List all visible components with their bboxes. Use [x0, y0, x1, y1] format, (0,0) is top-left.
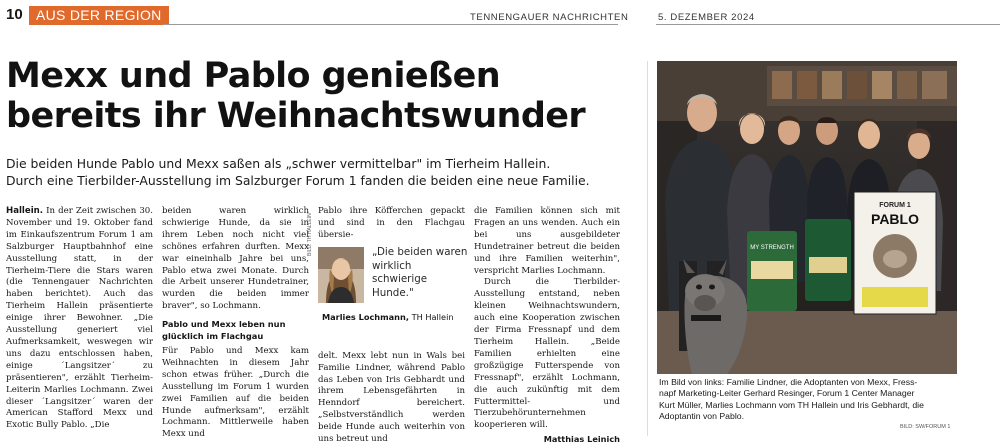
poster-name: PABLO: [871, 211, 919, 227]
quote-attribution: [322, 312, 454, 322]
body-text: Durch die Tierbilder-Ausstellung entstand, neben kleinen Weihnachtswundern, auch eine Kooperation zwischen der Firma Fressnapf und dem Tierheim Hallein. „Beide Familien erhielten eine großzügige Futterspende von Fressnapf", erzählt Lochmann, die auch zukünftig mit dem Futtermittel- und Tierzubehörunternehmen kooperieren will.: [474, 277, 620, 431]
publication-date: 5. DEZEMBER 2024: [658, 12, 755, 23]
caption-line: Im Bild von links: Familie Lindner, die Adoptanten von Mexx, Fress-: [659, 377, 918, 387]
headline: [6, 56, 626, 136]
article-column-2: [162, 206, 309, 441]
pull-quote: „Die beiden waren wirklich schwierige Hunde.": [372, 246, 468, 299]
quote-role: TH Hallein: [411, 312, 454, 322]
lead-line: Die beiden Hunde Pablo und Mexx saßen als „schwer vermittelbar" im Tierheim Hallein.: [6, 156, 551, 171]
headline-line: bereits ihr Weihnachtswunder: [6, 96, 586, 136]
headline-line: Mexx und Pablo genießen: [6, 56, 501, 96]
dateline: Hallein.: [6, 206, 44, 216]
body-text: Pablo ihre Köfferchen gepackt und sind in den Flachgau übersie-: [318, 206, 465, 240]
quote-name: Marlies Lochmann,: [322, 312, 409, 322]
portrait-credit: BILD: TH HALLEIN: [307, 213, 313, 256]
header-rule: [163, 24, 618, 25]
article-column-3: [318, 206, 465, 446]
body-text: delt. Mexx lebt nun in Wals bei Familie Lindner, während Pablo das Leben von Iris Gebhardt und ihrem Lebensgefährten in Henndorf bereichert. „Selbstverständlich werden beide Hunde auch weiterhin von uns betreut und: [318, 350, 465, 445]
photo-credit: BILD: SW/FORUM 1: [900, 424, 951, 430]
caption-line: Adoptantin von Pablo.: [659, 411, 745, 422]
page-number: 10: [6, 6, 23, 23]
quote-portrait: [318, 247, 364, 303]
body-text: die Familien können sich mit Fragen an uns wenden. Auch ein bei uns ausgebildeter Hundetrainer betreut die beiden und ihre Familien weiterhin", verspricht Marlies Lochmann.: [474, 206, 620, 276]
body-text: beiden waren wirklich schwierige Hunde, da sie in ihrem Leben noch nicht viel schönes erfahren durften. Mexx war eineinhalb Jahre bei uns, Pablo etwa zwei Monate. Durch die Arbeit unserer Hundetrainer, wurden die beiden immer braver", so Lochmann.: [162, 206, 309, 312]
body-text: In der Zeit zwischen 30. November und 19. Oktober fand im Einkaufszentrum Forum 1 am Salzburger Hauptbahnhof eine Ausstellung statt, in der Tierheim-Tiere die Stars waren (die Tennengauer Nachrichten haben berichtet). Auch das Tierheim Hallein präsentierte einige ihrer Bewohner. „Die Ausstellung generiert viel Aufmerksamkeit, weswegen wir uns dazu entschlossen haben, einige ´Langsitzer´ zu präsentieren", erzählt Tierheim-Leiterin Marlies Lochmann. Zwei dieser ´Langsitzer´ waren der American Stafford Mexx und Exotic Bully Pablo. „Die: [6, 206, 153, 431]
bag-label: MY STRENGTH: [750, 245, 794, 251]
caption-line: Kurt Müller, Marlies Lochmann vom TH Hallein und Iris Gebhardt, die: [659, 399, 924, 410]
section-tag: AUS DER REGION: [29, 6, 169, 25]
author: Matthias Leinich: [543, 434, 620, 445]
group-photo-image: [657, 61, 957, 374]
portrait-image: [318, 247, 364, 303]
article-photo: [657, 61, 957, 374]
subheading: Pablo und Mexx leben nun glücklich im Flachgau: [162, 319, 286, 342]
poster-brand: FORUM 1: [879, 202, 911, 209]
photo-caption: [659, 377, 959, 423]
lead-line: Durch eine Tierbilder-Ausstellung im Salzburger Forum 1 fanden die beiden eine neue Familie.: [6, 173, 590, 188]
caption-line: napf Marketing-Leiter Gerhard Resinger, Forum 1 Center Manager: [659, 388, 915, 399]
header-rule-right: [656, 24, 1000, 25]
publication-name: TENNENGAUER NACHRICHTEN: [470, 12, 629, 23]
article-column-1: [6, 206, 153, 432]
column-divider: [647, 61, 648, 436]
lead-paragraph: [6, 155, 646, 189]
body-text: Für Pablo und Mexx kam Weihnachten in diesem Jahr schon etwas früher. „Durch die Ausstellung im Forum 1 wurden zwei Familien auf die beiden Hunde aufmerksam", erzählt Lochmann. Mittlerweile haben Mexx und: [162, 345, 309, 440]
article-column-4: [474, 206, 620, 446]
